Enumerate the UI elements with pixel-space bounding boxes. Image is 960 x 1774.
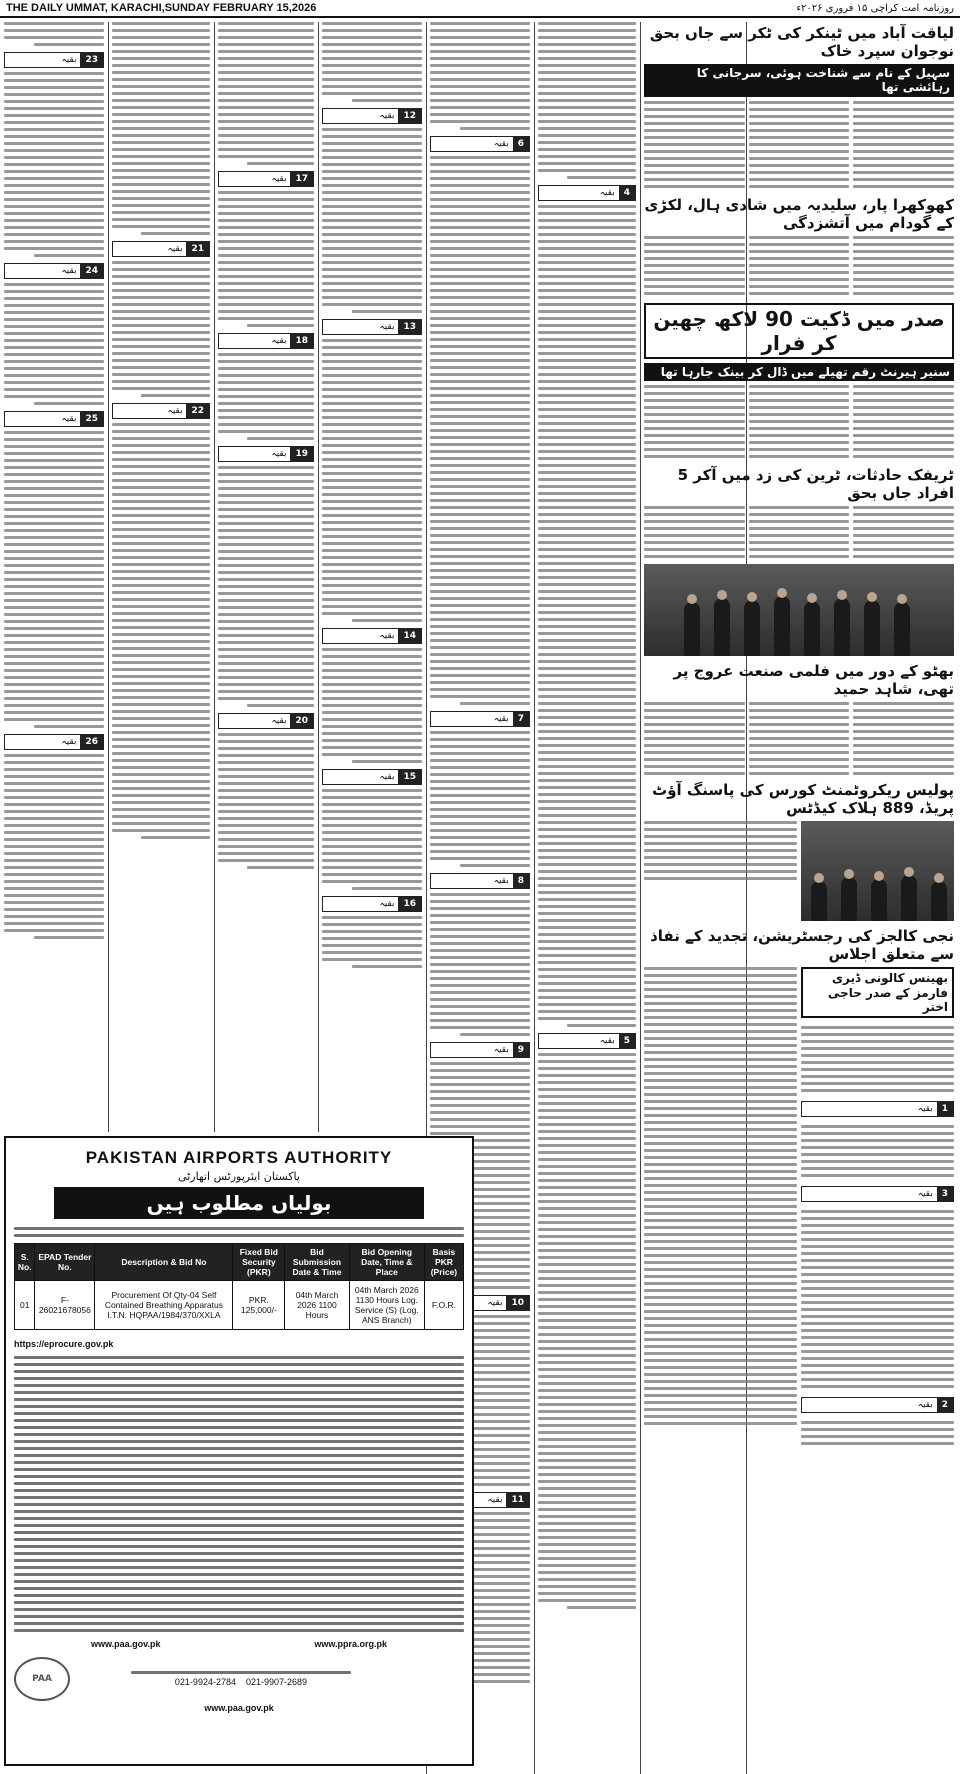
subheadline-3: سنیر ہیرنٹ رقم تھیلے میں ڈال کر بینک جارہا تھا [644,363,954,381]
column-rule [534,22,535,1774]
article-text [749,236,850,295]
article-text [322,22,422,102]
headline-4: ٹریفک حادثات، ٹرین کی زد میں آکر 5 افراد جاں بحق [677,466,954,503]
ad-contact [131,1671,351,1687]
article-text [644,506,745,558]
phone-1: 021-9924-2784 [174,1677,236,1687]
article-text [4,22,104,46]
article-text [218,733,314,869]
article-text [4,283,104,405]
article-text [4,431,104,728]
ad-organization-urdu: پاکستان ایئرپورٹس اتھارٹی [178,1170,300,1183]
tender-advertisement [4,1136,474,1766]
ad-intro-text [14,1227,464,1237]
article-text [430,22,530,130]
paa-logo-icon: PAA [14,1657,70,1701]
article-text [644,702,745,775]
article-text [538,22,636,179]
continuation-header: 5 بقیہ [538,1033,636,1049]
article-text [218,191,314,327]
column-3 [216,22,316,1132]
continuation-header: 22 بقیہ [112,403,210,419]
continuation-header: 19 بقیہ [218,446,314,462]
article-text [644,385,745,458]
article-text [430,893,530,1036]
column-1 [2,22,106,1132]
article-text [644,236,745,295]
article-text [749,385,850,458]
ad-organization: PAKISTAN AIRPORTS AUTHORITY [85,1148,393,1167]
continuation-header: 7 بقیہ [430,711,530,727]
continuation-header: 23 بقیہ [4,52,104,68]
article-text [749,506,850,558]
masthead [0,0,960,18]
news-photo [801,821,954,921]
column-rule [214,22,215,1132]
article-text [644,821,797,921]
headline-1: لیاقت آباد میں ٹینکر کی ٹکر سے جاں بحق نوجوان سپرد خاک [649,24,954,60]
eprocure-link[interactable]: https://eprocure.gov.pk [14,1339,114,1349]
headline-2: کھوکھرا پار، سلیدیہ میں شادی ہال، لکڑی کے گودام میں آتشزدگی [644,195,954,232]
column-rule [640,22,641,1774]
article-text [801,967,954,1445]
article-text [112,22,210,235]
article-text [322,339,422,622]
continuation-header: 16 بقیہ [322,896,422,912]
continuation-header: 3 بقیہ [801,1186,954,1202]
table-row: 01 F-26021678056 Procurement Of Qty-04 Self Contained Breathing Apparatus I.T.N. HQPAA/1984/370/XXLA PKR. 125,000/- 04th March 2026 1100 Hours 04th March 2026 1130 Hours Log. Service (S) (Log. ANS Branch) F.O.R. [15,1281,464,1330]
article-text [4,754,104,939]
continuation-header: 1 بقیہ [801,1101,954,1117]
continuation-header: 24 بقیہ [4,263,104,279]
continuation-header: 6 بقیہ [430,136,530,152]
continuation-header: 21 بقیہ [112,241,210,257]
column-rule [318,22,319,1132]
headline-8: بھینس کالونی ڈیری فارمز کے صدر حاجی اختر [801,967,954,1018]
continuation-header: 10 بقیہ [430,1295,530,1311]
continuation-header: 12 بقیہ [322,108,422,124]
masthead-english: THE DAILY UMMAT, KARACHI,SUNDAY FEBRUARY 15,2026 [6,2,317,14]
article-text [322,916,422,968]
subheadline-1: سہیل کے نام سے شناخت ہوئی، سرجانی کا رہائشی تھا [644,64,954,97]
continuation-header: 14 بقیہ [322,628,422,644]
article-text [218,466,314,707]
column-rule [108,22,109,1132]
article-text [322,128,422,313]
tender-table [14,1243,464,1330]
article-text [218,22,314,165]
headline-7: نجی کالجز کی رجسٹریشن، تجدید کے نفاذ سے متعلق اجلاس [650,927,954,964]
article-text [322,648,422,763]
continuation-header: 2 بقیہ [801,1397,954,1413]
ad-website[interactable]: www.paa.gov.pk [204,1703,274,1713]
article-text [853,702,954,775]
article-text [112,423,210,839]
article-text [112,261,210,397]
news-photo [644,564,954,656]
continuation-header: 18 بقیہ [218,333,314,349]
continuation-header: 15 بقیہ [322,769,422,785]
headline-6: پولیس ریکروٹمنٹ کورس کی پاسنگ آؤٹ پریڈ، 889 ہلاک کیڈٹس [652,781,954,818]
article-text [430,156,530,705]
ppra-link[interactable]: www.ppra.org.pk [314,1638,388,1649]
continuation-header: 20 بقیہ [218,713,314,729]
headline-5: بھٹو کے دور میں فلمی صنعت عروج پر تھی، شاہد حمید [673,662,954,699]
ad-terms-text [14,1338,464,1651]
article-text [218,353,314,440]
article-text [749,101,850,188]
article-text [644,967,797,1445]
column-2 [110,22,212,1132]
article-text [644,101,745,188]
article-text [749,702,850,775]
continuation-header: 17 بقیہ [218,171,314,187]
continuation-header: 11 بقیہ [430,1492,530,1508]
ad-banner: بولیاں مطلوب ہیں [54,1187,424,1219]
continuation-header: 25 بقیہ [4,411,104,427]
article-text [853,236,954,295]
masthead-urdu: روزنامہ امت کراچی ۱۵ فروری ۲۰۲۶ء [796,2,954,14]
article-text [538,1053,636,1609]
continuation-header: 9 بقیہ [430,1042,530,1058]
column-6 [536,22,638,1774]
phone-2: 021-9907-2689 [246,1677,308,1687]
article-text [853,385,954,458]
tender-table-header: S. No. EPAD Tender No. Description & Bid No Fixed Bid Security (PKR) Bid Submission Date & Time Bid Opening Date, Time & Place Basis PKR (Price) [15,1244,464,1281]
ad-footer [14,1657,464,1701]
article-text [322,789,422,890]
continuation-header: 13 بقیہ [322,319,422,335]
paa-link[interactable]: www.paa.gov.pk [90,1638,161,1649]
continuation-header: 26 بقیہ [4,734,104,750]
continuation-header: 4 بقیہ [538,185,636,201]
article-text [853,506,954,558]
continuation-header: 8 بقیہ [430,873,530,889]
city-news-section [642,22,956,1774]
article-text [430,731,530,867]
headline-3: صدر میں ڈکیت 90 لاکھ چھین کر فرار [644,303,954,359]
article-text [538,205,636,1027]
article-text [853,101,954,188]
column-4 [320,22,424,1132]
article-text [4,72,104,257]
